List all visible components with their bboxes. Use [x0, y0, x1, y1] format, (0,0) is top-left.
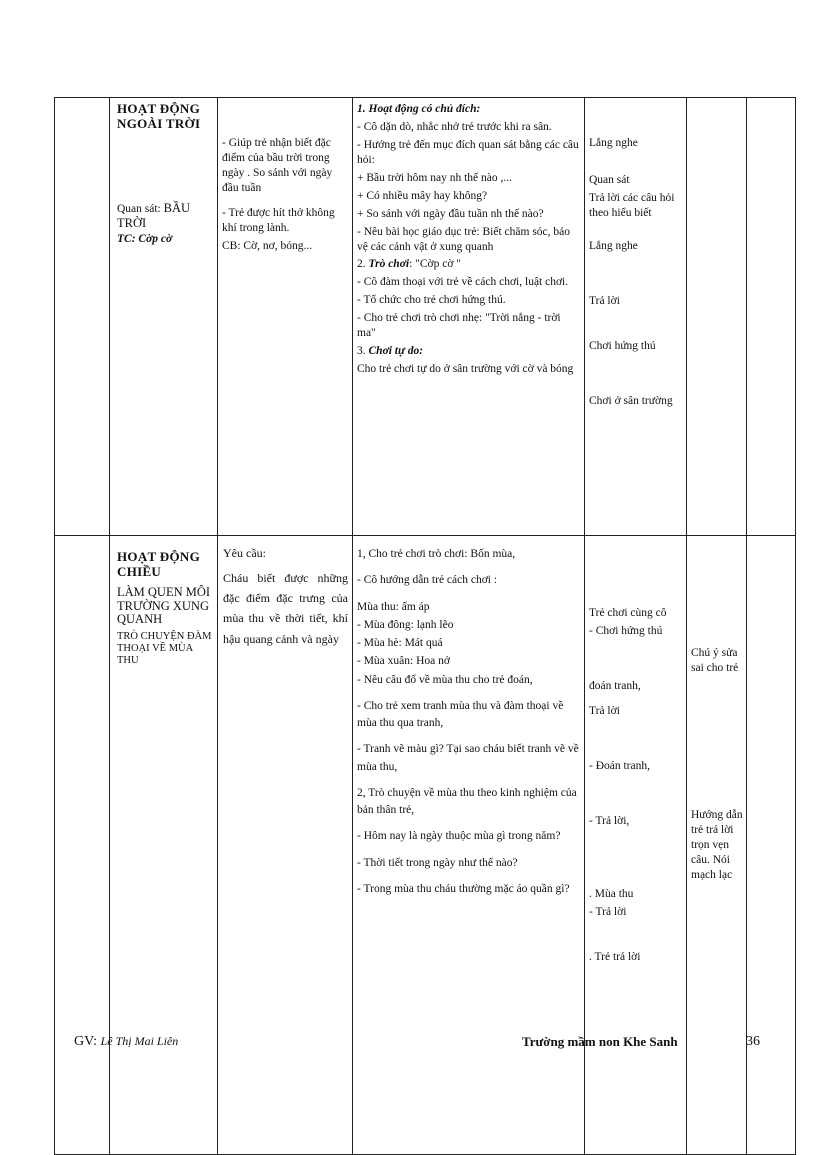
- child-item: Lắng nghe: [589, 239, 638, 252]
- flow-heading-rest: : "Cờp cờ ": [409, 258, 461, 271]
- flow-line: + Bầu trời hôm nay nh thế nào ,...: [357, 171, 513, 184]
- flow-line: - Cô hướng dẫn trẻ cách chơi :: [357, 574, 498, 587]
- child-item: Chơi hứng thú: [589, 339, 656, 352]
- page-number: 36: [746, 1034, 760, 1049]
- goals-label: Yêu cầu:: [223, 546, 266, 560]
- flow-line: - Tổ chức cho trẻ chơi hứng thú.: [357, 294, 506, 307]
- flow-line: - Trong mùa thu cháu thường mặc áo quần gì?: [357, 882, 570, 895]
- flow-line: Cho trẻ chơi tự do ở sân trường với cờ và bóng: [357, 363, 574, 376]
- child-item: Quan sát: [589, 173, 630, 186]
- child-item: đoán tranh,: [589, 679, 641, 692]
- flow-line: - Tranh vẽ màu gì? Tại sao cháu biết tranh vẽ về mùa thu,: [357, 743, 579, 773]
- table-row-outdoor: [55, 98, 796, 536]
- lesson-plan-table: [54, 97, 796, 1155]
- goal-item: - Trẻ được hít thở không khí trong lành.: [222, 206, 335, 234]
- child-item: Chơi ở sân trường: [589, 394, 673, 407]
- child-cell: [585, 98, 687, 536]
- school-name: Trường mầm non Khe Sanh: [522, 1034, 678, 1049]
- observe-label: Quan sát:: [117, 202, 164, 215]
- child-item: Trả lời: [589, 294, 620, 307]
- activity-title: HOẠT ĐỘNG NGOÀI TRỜI: [117, 101, 201, 131]
- child-item: - Chơi hứng thú: [589, 624, 663, 637]
- goal-item: CB: Cờ, nơ, bóng...: [222, 239, 313, 252]
- flow-line: - Cô đàm thoại với trẻ về cách chơi, luật chơi.: [357, 276, 569, 289]
- goal-item: - Giúp trẻ nhận biết đặc điểm của bầu trời trong ngày . So sánh với ngày đầu tuần: [222, 137, 333, 194]
- child-item: - Trả lời,: [589, 814, 630, 827]
- child-item: - Trả lời: [589, 905, 627, 918]
- flow-line: 1, Cho trẻ chơi trò chơi: Bốn mùa,: [357, 548, 516, 560]
- blank-cell: [747, 98, 796, 536]
- flow-line: - Nêu bài học giáo dục trẻ: Biết chăm sóc, bảo vệ các cảnh vật ở xung quanh: [357, 225, 570, 253]
- activity-subtopic: TRÒ CHUYỆN ĐÀM THOẠI VỀ MÙA THU: [117, 631, 212, 667]
- activity-cell: [110, 536, 218, 1155]
- child-item: - Đoán tranh,: [589, 759, 650, 772]
- flow-heading: [357, 257, 580, 272]
- flow-cell: [353, 536, 585, 1155]
- flow-heading-bold: Trò chơi: [368, 258, 410, 271]
- flow-line: - Cho trẻ xem tranh mùa thu và đàm thoại về mùa thu qua tranh,: [357, 699, 564, 729]
- observe-subject: BẦU TRỜI: [117, 200, 191, 230]
- flow-line: - Mùa đông: lạnh lẽo: [357, 618, 454, 631]
- game-name: TC: Cờp cờ: [117, 232, 173, 245]
- flow-line: - Cho trẻ chơi trò chơi nhẹ: "Trời nắng - trời ma": [357, 312, 561, 340]
- page-footer: [74, 1034, 774, 1058]
- flow-line: - Thời tiết trong ngày như thế nào?: [357, 856, 518, 869]
- note-item: Hướng dẫn trẻ trả lời trọn vẹn câu. Nói mạch lạc: [691, 808, 743, 881]
- activity-topic: LÀM QUEN MÔI TRƯỜNG XUNG QUANH: [117, 584, 211, 627]
- flow-line: - Mùa hè: Mát quá: [357, 637, 443, 649]
- note-item: Chú ý sửa sai cho trẻ: [691, 647, 739, 674]
- flow-line: + So sánh với ngày đầu tuần nh thế nào?: [357, 207, 544, 220]
- goals-text: Cháu biết được những đặc điểm đặc trưng của mùa thu về thời tiết, khí hậu quang cảnh và ngày: [223, 570, 348, 646]
- child-item: Trả lời: [589, 704, 620, 717]
- teacher-name: Lê Thị Mai Liên: [100, 1034, 179, 1048]
- flow-cell: [353, 98, 585, 536]
- child-cell: [585, 536, 687, 1155]
- teacher-line: [74, 1034, 178, 1050]
- child-item: Trả lời các câu hỏi theo hiểu biết: [589, 191, 675, 219]
- flow-heading-bold: Chơi tự do:: [368, 345, 424, 358]
- blank-cell: [55, 98, 110, 536]
- child-item: . Mùa thu: [589, 887, 634, 900]
- goals-cell: [218, 536, 353, 1155]
- flow-heading: 1. Hoạt động có chủ đích:: [357, 103, 481, 115]
- activity-cell: [110, 98, 218, 536]
- blank-cell: [747, 536, 796, 1155]
- blank-cell: [55, 536, 110, 1155]
- flow-line: - Hôm nay là ngày thuộc mùa gì trong năm?: [357, 830, 561, 843]
- activity-title: HOẠT ĐỘNG CHIỀU: [117, 549, 200, 579]
- flow-line: - Cô dặn dò, nhắc nhở trẻ trước khi ra sân.: [357, 120, 552, 133]
- notes-cell: [687, 98, 747, 536]
- flow-heading-num: 2.: [357, 258, 369, 271]
- child-item: . Trẻ trả lời: [589, 950, 641, 963]
- flow-line: Mùa thu: ấm áp: [357, 600, 430, 613]
- child-item: Lắng nghe: [589, 137, 638, 149]
- flow-heading-num: 3.: [357, 345, 369, 358]
- flow-line: - Mùa xuân: Hoa nở: [357, 655, 450, 668]
- flow-line: - Hướng trẻ đến mục đích quan sát bằng các câu hỏi:: [357, 138, 579, 166]
- flow-line: + Có nhiều mây hay không?: [357, 189, 488, 202]
- flow-heading: [357, 344, 580, 359]
- flow-line: 2, Trò chuyện về mùa thu theo kinh nghiệm của bản thân trẻ,: [357, 786, 577, 816]
- table-row-afternoon: [55, 536, 796, 1155]
- goals-cell: [218, 98, 353, 536]
- notes-cell: [687, 536, 747, 1155]
- gv-label: GV:: [74, 1034, 101, 1049]
- flow-line: - Nêu câu đố về mùa thu cho trẻ đoán,: [357, 673, 533, 686]
- observe-line: [117, 202, 213, 232]
- child-item: Trẻ chơi cùng cô: [589, 607, 667, 619]
